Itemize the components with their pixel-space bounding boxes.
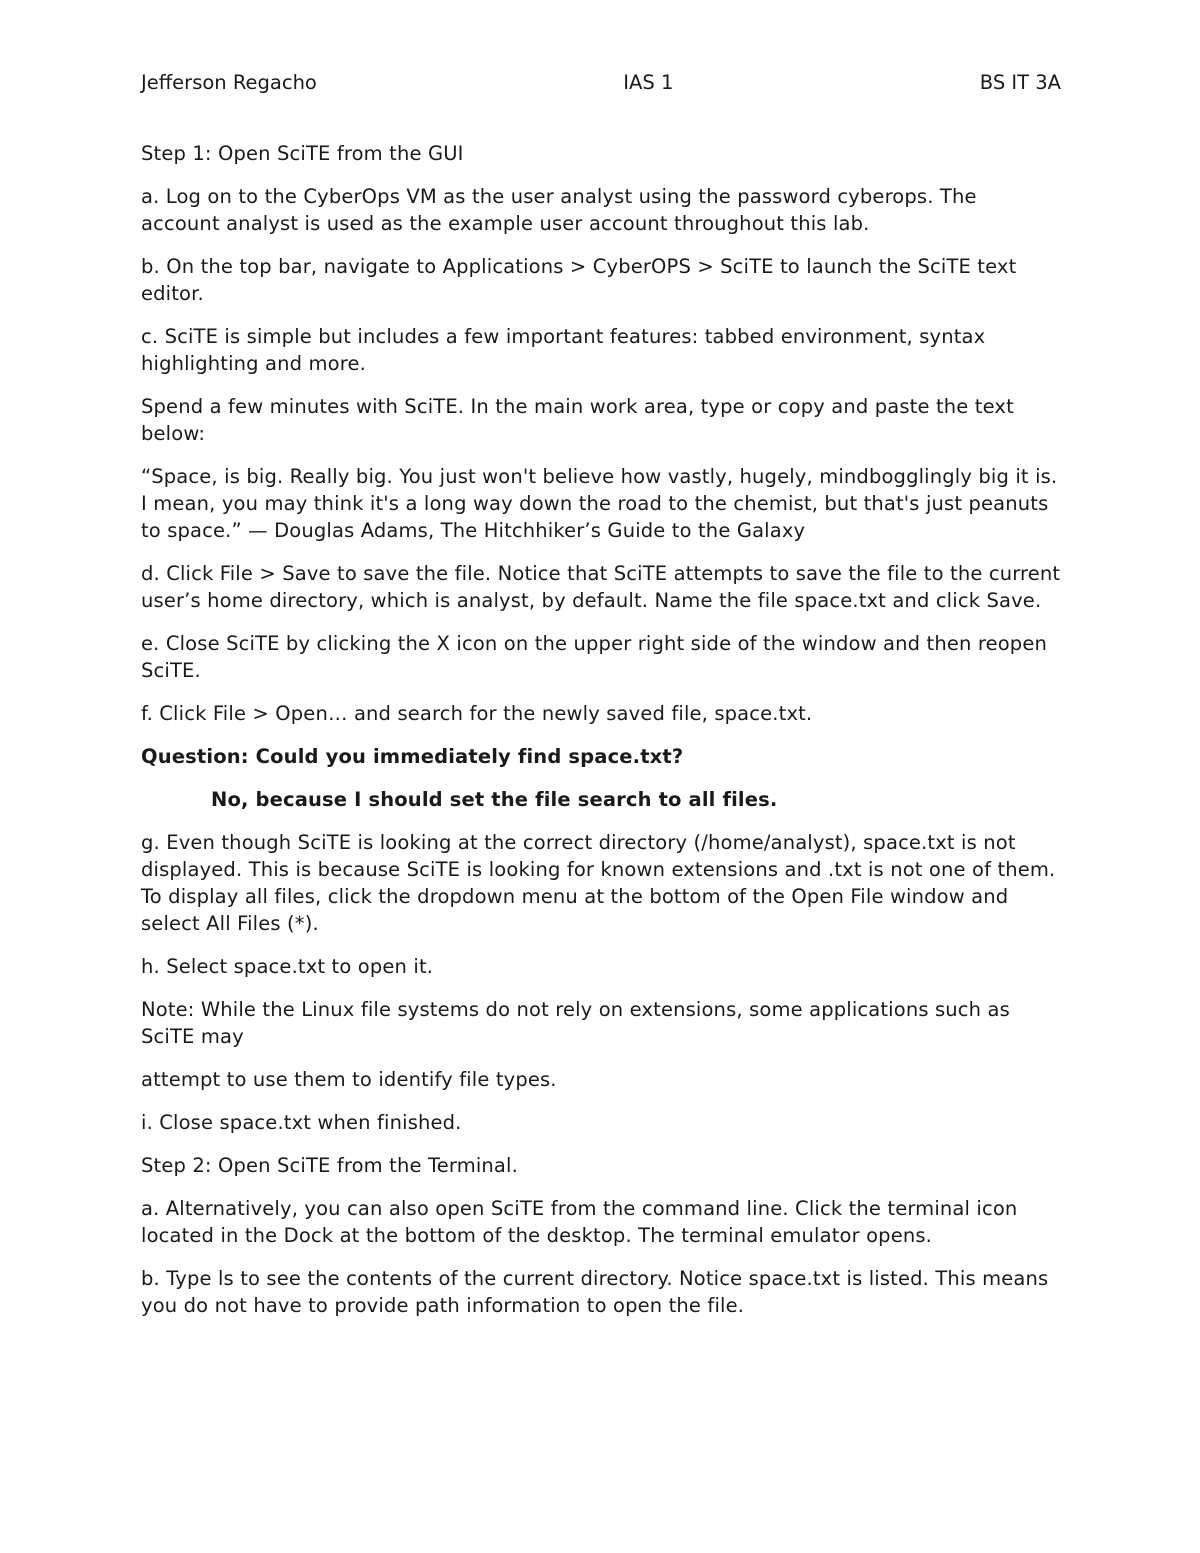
step2-heading: Step 2: Open SciTE from the Terminal. [141,1154,518,1177]
header-author: Jefferson Regacho [141,71,317,94]
step1-d: d. Click File > Save to save the file. Notice that SciTE attempts to save the file to the current user’s home directory, which is analyst, by default. Name the file space.txt and click Save. [141,562,1061,612]
note-paragraph: Note: While the Linux file systems do not rely on extensions, some applications such as SciTE may [141,998,1010,1048]
step1-c: c. SciTE is simple but includes a few important features: tabbed environment, syntax highlighting and more. [141,325,986,375]
step2-a: a. Alternatively, you can also open SciTE from the command line. Click the terminal icon located in the Dock at the bottom of the desktop. The terminal emulator opens. [141,1197,1018,1247]
step1-f: f. Click File > Open… and search for the newly saved file, space.txt. [141,702,813,725]
page-header [141,70,1061,96]
step1-h: h. Select space.txt to open it. [141,955,434,978]
step1-b: b. On the top bar, navigate to Applications > CyberOPS > SciTE to launch the SciTE text editor. [141,255,1017,305]
question: Question: Could you immediately find space.txt? [141,745,684,768]
step2-b: b. Type ls to see the contents of the current directory. Notice space.txt is listed. This means you do not have to provide path information to open the file. [141,1267,1049,1317]
answer: No, because I should set the file search to all files. [211,788,778,811]
step1-a: a. Log on to the CyberOps VM as the user analyst using the password cyberops. The account analyst is used as the example user account throughout this lab. [141,185,977,235]
step1-i: i. Close space.txt when finished. [141,1111,462,1134]
step1-g: g. Even though SciTE is looking at the correct directory (/home/analyst), space.txt is not displayed. This is because SciTE is looking for known extensions and .txt is not one of them. To display all files, click the dropdown menu at the bottom of the Open File window and select All Files (*). [141,831,1056,935]
instruction-paragraph: Spend a few minutes with SciTE. In the main work area, type or copy and paste the text below: [141,395,1014,445]
header-course: IAS 1 [623,71,674,94]
quote-paragraph: “Space, is big. Really big. You just won't believe how vastly, hugely, mindbogglingly big it is. I mean, you may think it's a long way down the road to the chemist, but that's just peanuts to space.” — Douglas Adams, The Hitchhiker’s Guide to the Galaxy [141,465,1058,542]
step1-e: e. Close SciTE by clicking the X icon on the upper right side of the window and then reopen SciTE. [141,632,1047,682]
note-continuation: attempt to use them to identify file types. [141,1068,557,1091]
step1-heading: Step 1: Open SciTE from the GUI [141,142,464,165]
document-page [141,70,1061,1335]
header-section: BS IT 3A [979,71,1061,94]
